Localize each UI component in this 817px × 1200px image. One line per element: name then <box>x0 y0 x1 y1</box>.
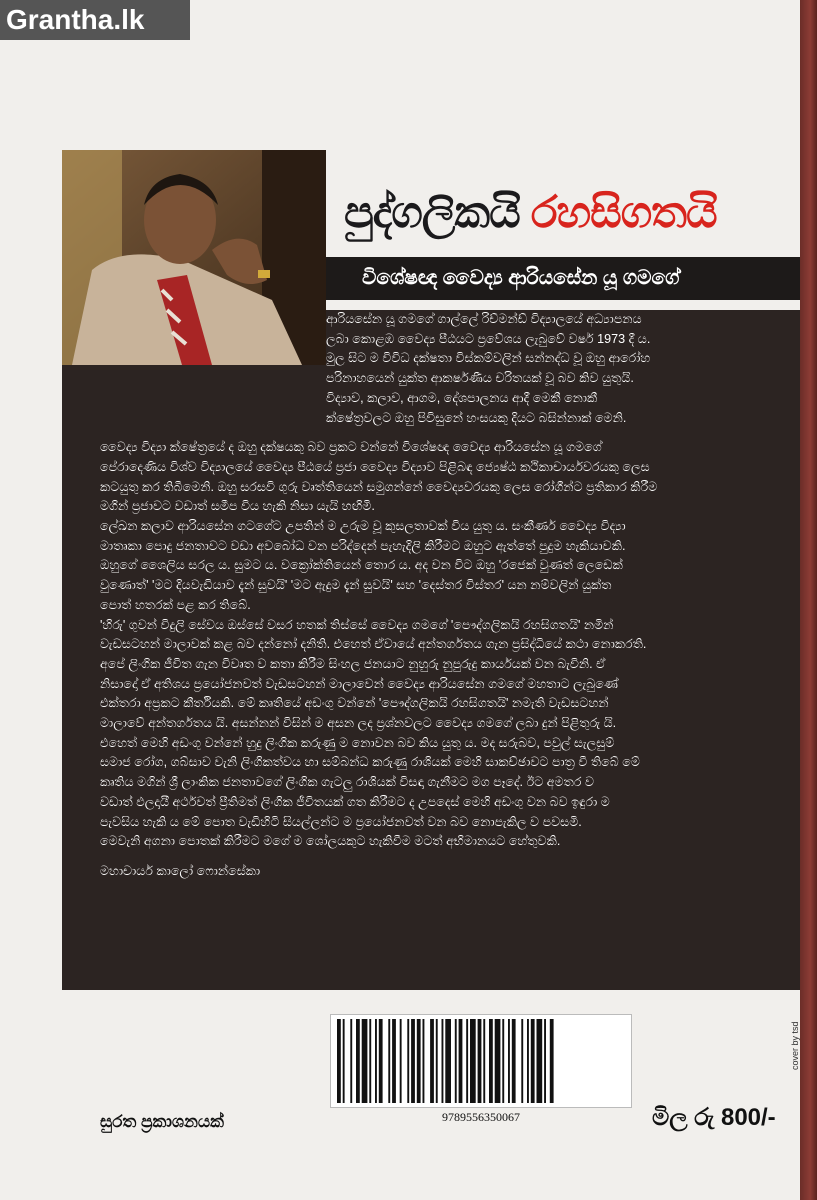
barcode-bar <box>537 1019 543 1103</box>
barcode-bar <box>466 1019 468 1103</box>
blurb-line: මාතෘකා පොදු ජනතාවට වඩා අවබෝධ වන පරිද්දෙන් පැහැදිලි කිරීමට ඔහුට ඇත්තේ පුදුම හැකියාවකි. <box>100 538 626 553</box>
blurb-line: වෛද්‍ය විද්‍යා ක්ෂේත්‍රයේ ද ඔහු දක්ෂයකු බව ප්‍රකට වන්නේ විශේෂඥ වෛද්‍ය ආරියසේන යූ ගමගේ <box>100 440 602 455</box>
barcode-bar <box>489 1019 493 1103</box>
signature: මහාචාර්ය කාලෝ ෆොන්සේකා <box>100 863 261 878</box>
price-label: මිල රු 800/- <box>652 1104 776 1131</box>
blurb-line: පරිනාහයෙන් යුක්ත ආකර්ෂණීය චරිතයක් වූ බව කිව යුතුයි. <box>326 371 634 386</box>
blurb-line: එක්තරා අප්‍රකට කීර්තියකි. මේ කෘතියේ අඩංගු වන්නේ 'පෞද්ගලිකයි රහසිගතයි' නමැති වැඩසටහන් <box>100 696 609 711</box>
barcode-bar <box>436 1019 438 1103</box>
barcode-bar <box>442 1019 444 1103</box>
title-block <box>326 150 800 310</box>
blurb-line: පොත් හතරක් පළ කර තිබේ. <box>100 597 251 612</box>
barcode-bar <box>445 1019 451 1103</box>
barcode-bar <box>417 1019 421 1103</box>
barcode-bar <box>375 1019 377 1103</box>
barcode-bar <box>455 1019 457 1103</box>
barcode-box <box>330 1014 632 1108</box>
barcode-bar <box>392 1019 396 1103</box>
barcode <box>330 1000 632 1135</box>
barcode-bar <box>544 1019 546 1103</box>
barcode-bar <box>550 1019 554 1103</box>
blurb-line: වුණොත්' 'මට දියවැඩියාව දැන් සුවයි' 'මට ඇදුම දැන් සුවයි' සහ 'දෙස්තර විස්තර' යන නම්වලින් යුක්ත <box>100 578 612 593</box>
blurb-line: මාලාවේ අන්තර්ගතය යි. අසන්නන් විසින් ම අසන ලද ප්‍රශ්නවලට වෛද්‍ය ගමගේ ලබා දුන් පිළිතුරු යි. <box>100 716 617 731</box>
barcode-bar <box>343 1019 345 1103</box>
blurb-line: පේරාදෙණිය විශ්ව විද්‍යාලයේ වෛද්‍ය පීඨයේ ප්‍රජා වෛද්‍ය විද්‍යාව පිළිබඳ ජ්‍යෙෂ්ඨ කථිකාචාර්යවරයකු ලෙස <box>100 459 650 474</box>
barcode-bar <box>350 1019 352 1103</box>
publisher-name: සුරත ප්‍රකාශනයක් <box>100 1112 224 1131</box>
barcode-bar <box>407 1019 409 1103</box>
blurb-text <box>100 310 790 975</box>
author-name: විශේෂඥ වෛද්‍ය ආරියසේන යූ ගමගේ <box>326 257 800 300</box>
blurb-line: වඩාත් ඵලදායී අර්ථවත් ප්‍රීතිමත් ලිංගික ජීවිතයක් ගත කිරීමට ද උපදෙස් මෙහි අඩංගු වන බව ඉඳුරා ම <box>100 794 610 809</box>
spine-edge <box>800 0 817 1200</box>
cover-credit: cover by tsd <box>790 1021 800 1070</box>
blurb-line: 'හිරු' ගුවන් විදුලි සේවය ඔස්සේ වසර හතක් තිස්සේ වෛද්‍ය ගමගේ 'පෞද්ගලිකයි රහසිගතයි' නමින් <box>100 617 614 632</box>
barcode-bar <box>527 1019 529 1103</box>
barcode-bar <box>362 1019 368 1103</box>
book-title-part2: රහසිගතයි <box>530 188 717 237</box>
barcode-bar <box>337 1019 341 1103</box>
barcode-bar <box>502 1019 504 1103</box>
barcode-bar <box>400 1019 402 1103</box>
blurb-line: ලේඛන කලාව ආරියසේන ගටගේට උපතින් ම උරුම වූ කුසලතාවක් විය යුතු ය. සංකීර්ණ වෛද්‍ය විද්‍යා <box>100 519 626 534</box>
site-watermark: Grantha.lk <box>0 0 190 40</box>
blurb-line: ලබා කොළඹ වෛද්‍ය පීඨයට ප්‍රවේශය ලැබුවේ වර්ෂ 1973 දී ය. <box>326 331 651 346</box>
blurb-line: නිසාදෝ ඒ අතිශය ප්‍රයෝජනවත් වැඩසටහන් මාලාවෙන් වෛද්‍ය ආරියසේන ගමගේ මහතාට ලැබුණේ <box>100 676 619 691</box>
barcode-bar <box>423 1019 425 1103</box>
blurb-line: කෘතිය මගින් ශ්‍රී ලාංකික ජනතාවගේ ලිංගික ගැටලු රාශියක් විසඳා ගැනීමට මග පෑදේ. ඊට අමතර ව <box>100 775 594 790</box>
barcode-bar <box>521 1019 523 1103</box>
blurb-line: අපේ ලිංගික ජීවිත ගැන විවෘත ව කතා කිරීම සිංහල ජනයාට නුහුරු නුපුරුදු කාර්යයක් වන බැවිනි. ඒ <box>100 656 606 671</box>
blurb-line: සමාජ රෝග, ගබ්සාව වැනි ලිංගිකත්වය හා සම්බන්ධ කරුණු රාශියක් මෙහි සාකච්ඡාවට පාත්‍ර වී තිබේ මේ <box>100 755 640 770</box>
blurb-line: ක්ෂේත්‍රවලට ඔහු පිවිසුනේ හංසයකු දියට බසින්නාක් මෙනි. <box>326 410 627 425</box>
barcode-bar <box>508 1019 510 1103</box>
barcode-bar <box>470 1019 476 1103</box>
blurb-line: එහෙත් මෙහි අඩංගු වන්නේ හුදු ලිංගික කරුණු ම නොවන බව කිය යුතු ය. මද සරුබව, පවුල් සැලසුම් <box>100 735 615 750</box>
blurb-line: ආරියසේන යූ ගමගේ ගාල්ලේ රිච්මන්ඩ් විද්‍යාලයේ අධ්‍යාපනය <box>326 312 642 326</box>
barcode-bars <box>331 1015 631 1107</box>
book-title <box>344 188 717 238</box>
barcode-bar <box>512 1019 516 1103</box>
blurb-line: විද්‍යාව, කලාව, ආගම, දේශපාලනය ආදී මෙකී නොකී <box>326 390 598 405</box>
barcode-bar <box>459 1019 463 1103</box>
barcode-bar <box>531 1019 535 1103</box>
blurb-line: පැවසිය හැකි ය මේ පොත වැඩිහිටි සියල්ලන්ට ම ප්‍රයෝජනවත් වන බව නොපැකිල ව පවසමි. <box>100 814 582 829</box>
barcode-bar <box>495 1019 501 1103</box>
barcode-bar <box>478 1019 482 1103</box>
barcode-bar <box>483 1019 485 1103</box>
barcode-bar <box>369 1019 371 1103</box>
blurb-line: කටයුතු කර තිබීමෙනි. ඔහු සරසවි ගුරු වෘත්තියෙන් සමුගන්නේ වෛද්‍යවරයකු ලෙස රෝගීන්ට ප්‍රතිකාර කිරීම <box>100 479 658 494</box>
barcode-bar <box>356 1019 360 1103</box>
barcode-bar <box>430 1019 434 1103</box>
isbn-number: 9789556350067 <box>442 1110 520 1124</box>
blurb-line: මෙවැනි අගනා පොතක් කිරීමට මගේ ම ශෝලයකුට හැකිවීම මටත් අභිමානයට හේතුවකි. <box>100 834 561 849</box>
barcode-bar <box>411 1019 415 1103</box>
barcode-bar <box>388 1019 390 1103</box>
blurb-line: වැඩසටහන් මාලාවක් කළ බව දන්නෝ දනිති. එහෙත් ඒවායේ අන්තර්ගතය ගැන ප්‍රසිද්ධියේ කථා නොකරති. <box>100 637 647 652</box>
blurb-line: ඔහුගේ ශෛලිය සරල ය. සුමට ය. වක්‍රෝක්තියෙන් තොර ය. අද වන විට ඔහු 'රජෙක් වුණත් ලෙඩෙක් <box>100 558 623 573</box>
blurb-line: මගින් ප්‍රජාවට වඩාත් සමීප විය හැකි නිසා යැයි හඟිමි. <box>100 499 375 514</box>
blurb-line: මුල සිට ම විවිධ දක්ෂතා විස්කම්වලින් සන්නද්ධ වූ ඔහු ආරෝහ <box>326 351 651 366</box>
barcode-bar <box>379 1019 383 1103</box>
book-title-part1: පුද්ගලිකයි <box>344 188 520 237</box>
